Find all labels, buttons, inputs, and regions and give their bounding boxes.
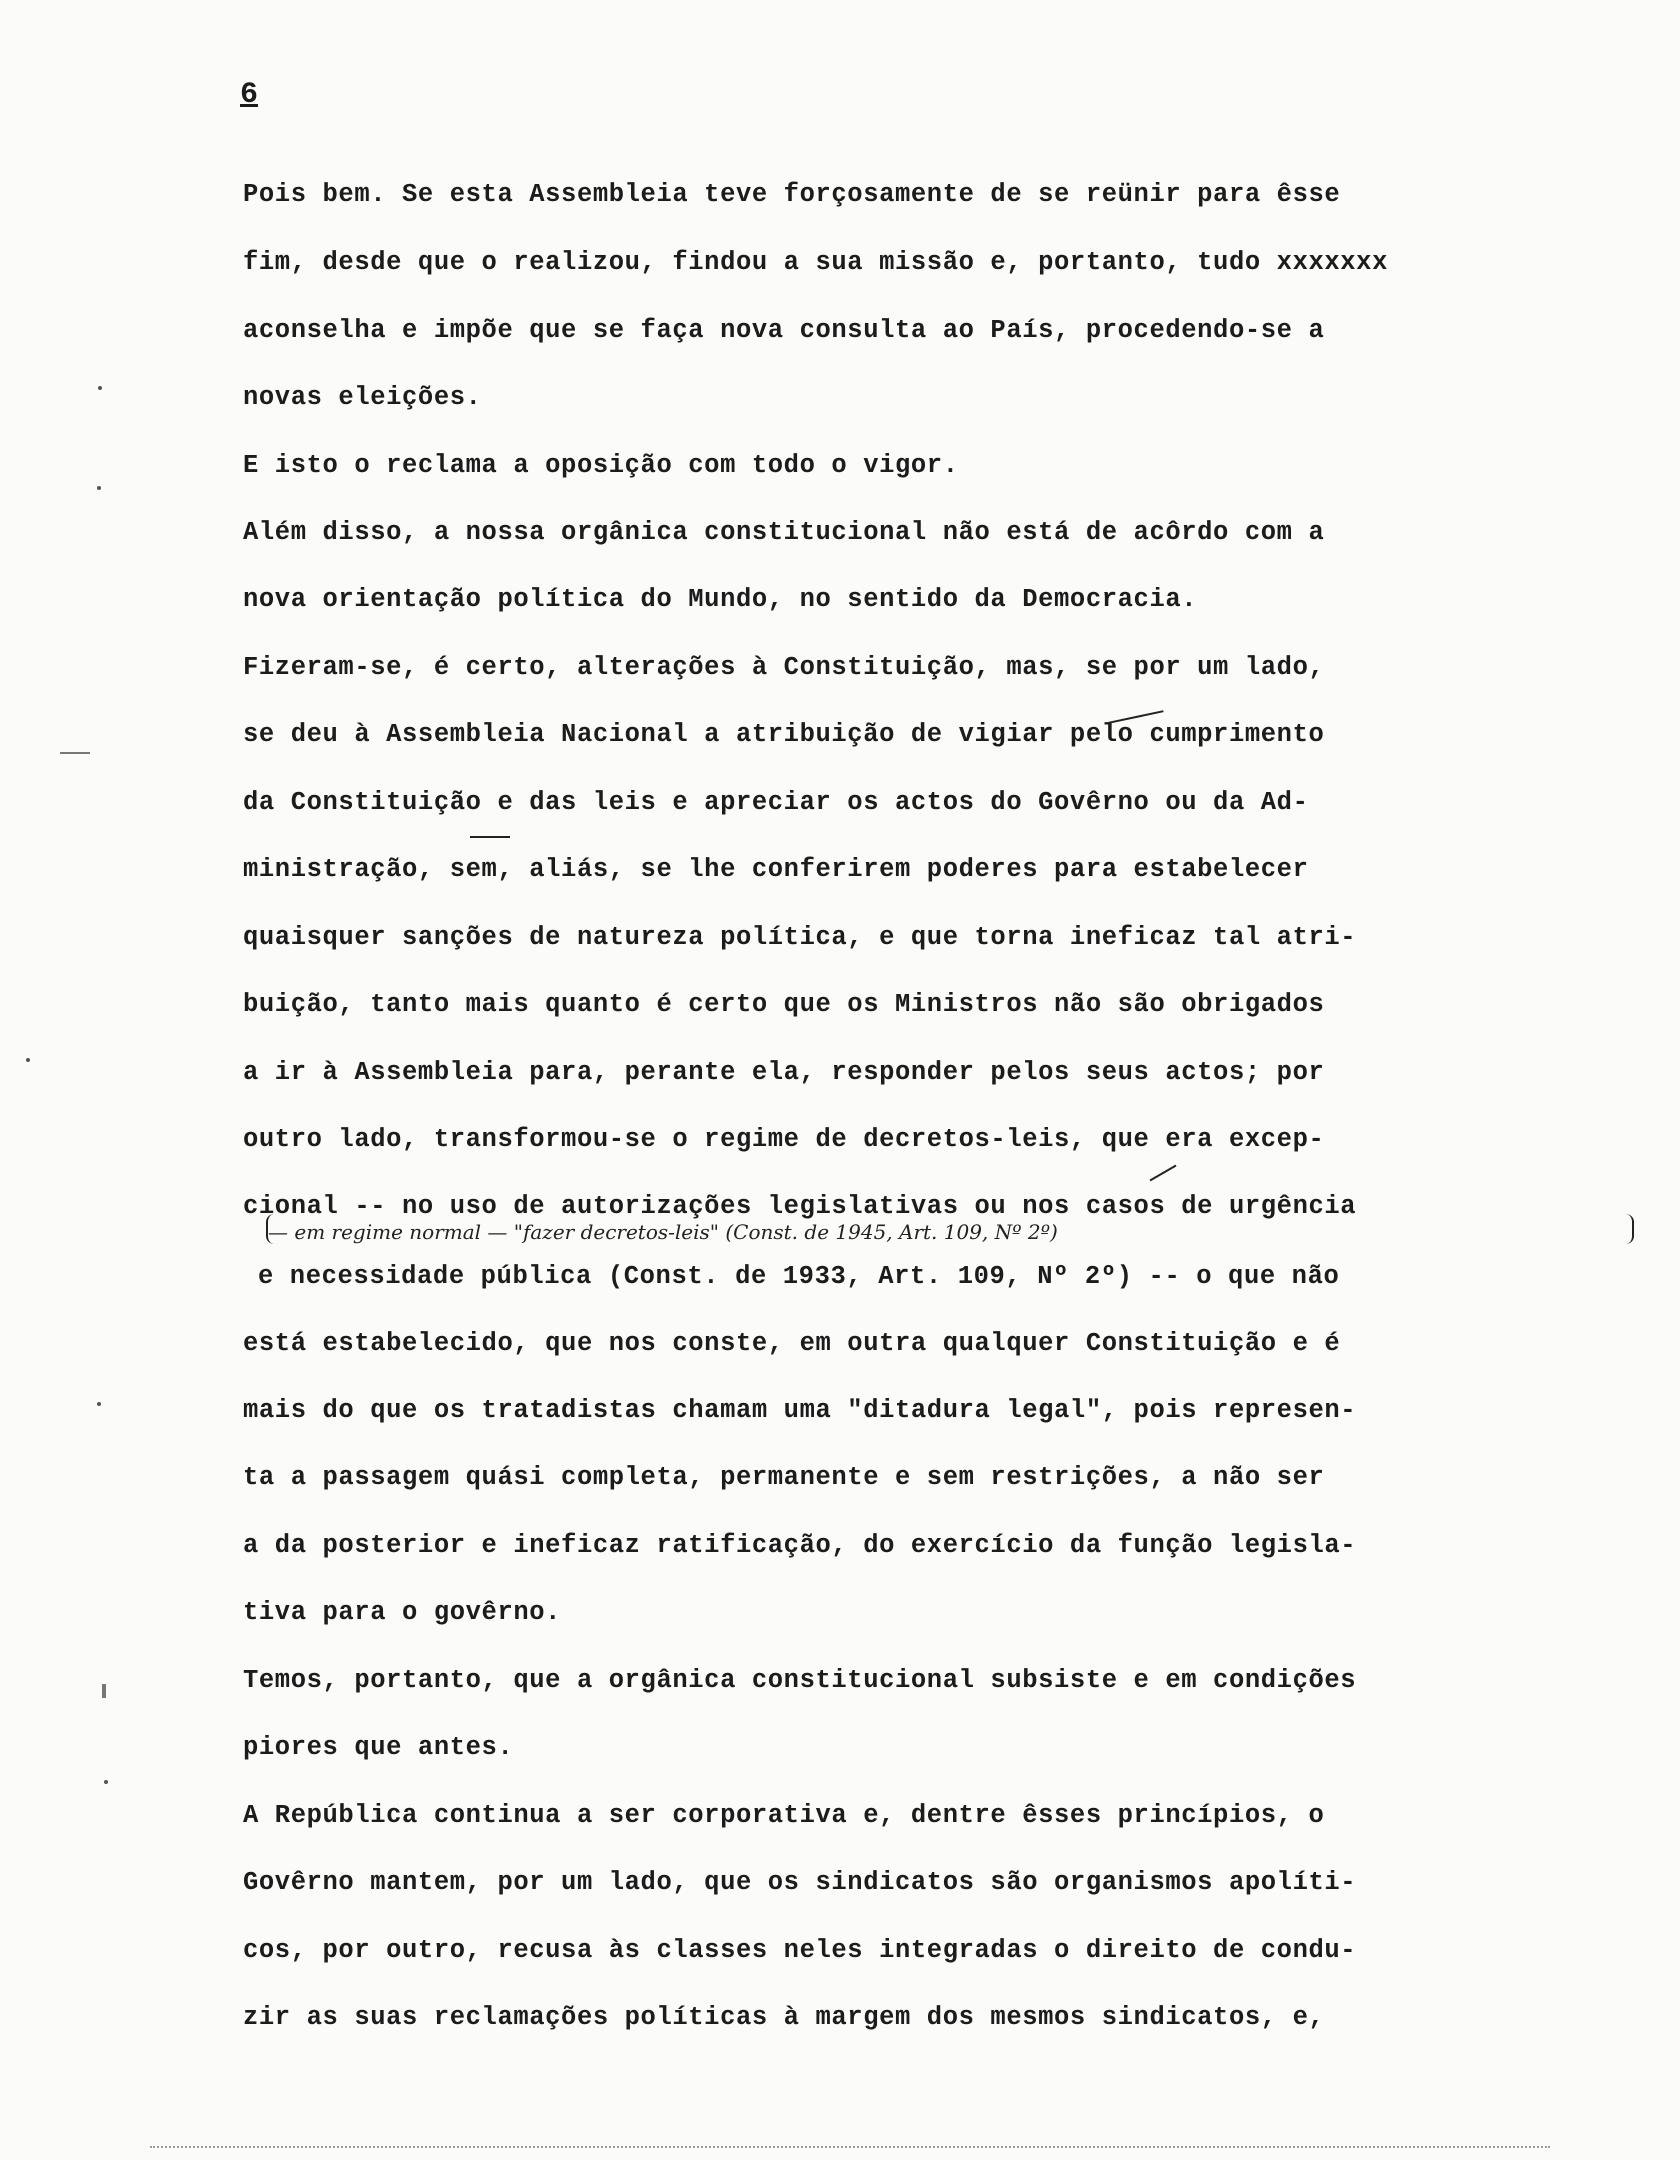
margin-speck — [104, 1780, 108, 1784]
text-line: Pois bem. Se esta Assembleia teve forçosamente de se reünir para êsse — [243, 180, 1341, 209]
text-line: ministração, sem, aliás, se lhe conferirem poderes para estabelecer — [243, 855, 1309, 884]
text-line: a da posterior e ineficaz ratificação, do exercício da função legisla- — [243, 1531, 1357, 1560]
text-line: buição, tanto mais quanto é certo que os Ministros não são obrigados — [243, 990, 1325, 1019]
text-line: tiva para o govêrno. — [243, 1598, 562, 1627]
text-line: aconselha e impõe que se faça nova consulta ao País, procedendo-se a — [243, 316, 1325, 345]
text-line: A República continua a ser corporativa e, dentre êsses princípios, o — [243, 1801, 1325, 1830]
page-number: 6 — [240, 78, 259, 112]
text-line: Além disso, a nossa orgânica constitucional não está de acôrdo com a — [243, 518, 1325, 547]
text-line: Fizeram-se, é certo, alterações à Constituição, mas, se por um lado, — [243, 653, 1325, 682]
pen-insertion-mark — [1150, 1165, 1177, 1182]
text-line: nova orientação política do Mundo, no sentido da Democracia. — [243, 585, 1198, 614]
handwritten-bracket-right — [1624, 1214, 1634, 1244]
text-line: a ir à Assembleia para, perante ela, responder pelos seus actos; por — [243, 1058, 1325, 1087]
text-line: piores que antes. — [243, 1733, 514, 1762]
margin-speck — [60, 752, 90, 754]
handwritten-annotation: — em regime normal — "fazer decretos-leis" (Const. de 1945, Art. 109, Nº 2º) — [268, 1220, 1058, 1244]
pen-underline-mark — [470, 836, 510, 838]
text-line: novas eleições. — [243, 383, 482, 412]
text-line: da Constituição e das leis e apreciar os actos do Govêrno ou da Ad- — [243, 788, 1309, 817]
text-line: está estabelecido, que nos conste, em outra qualquer Constituição e é — [243, 1329, 1341, 1358]
text-line: zir as suas reclamações políticas à margem dos mesmos sindicatos, e, — [243, 2003, 1325, 2032]
text-line: Temos, portanto, que a orgânica constitucional subsiste e em condições — [243, 1666, 1357, 1695]
margin-speck — [97, 1402, 101, 1406]
text-line: mais do que os tratadistas chamam uma "ditadura legal", pois represen- — [243, 1396, 1357, 1425]
text-line: cional -- no uso de autorizações legislativas ou nos casos de urgência — [243, 1192, 1357, 1221]
page-bottom-edge — [150, 2146, 1550, 2148]
text-line: quaisquer sanções de natureza política, e que torna ineficaz tal atri- — [243, 923, 1357, 952]
text-line: outro lado, transformou-se o regime de decretos-leis, que era excep- — [243, 1125, 1325, 1154]
text-line: e necessidade pública (Const. de 1933, Art. 109, Nº 2º) -- o que não — [258, 1262, 1340, 1291]
margin-speck — [97, 486, 101, 490]
text-line: fim, desde que o realizou, findou a sua missão e, portanto, tudo xxxxxxx — [243, 248, 1388, 277]
margin-speck — [102, 1684, 106, 1698]
text-line: ta a passagem quási completa, permanente e sem restrições, a não ser — [243, 1463, 1325, 1492]
text-line: se deu à Assembleia Nacional a atribuição de vigiar pelo cumprimento — [243, 720, 1325, 749]
margin-speck — [26, 1058, 30, 1062]
margin-speck — [98, 386, 102, 390]
text-line: Govêrno mantem, por um lado, que os sindicatos são organismos apolíti- — [243, 1868, 1357, 1897]
text-line: E isto o reclama a oposição com todo o vigor. — [243, 451, 959, 480]
text-line: cos, por outro, recusa às classes neles integradas o direito de condu- — [243, 1936, 1357, 1965]
